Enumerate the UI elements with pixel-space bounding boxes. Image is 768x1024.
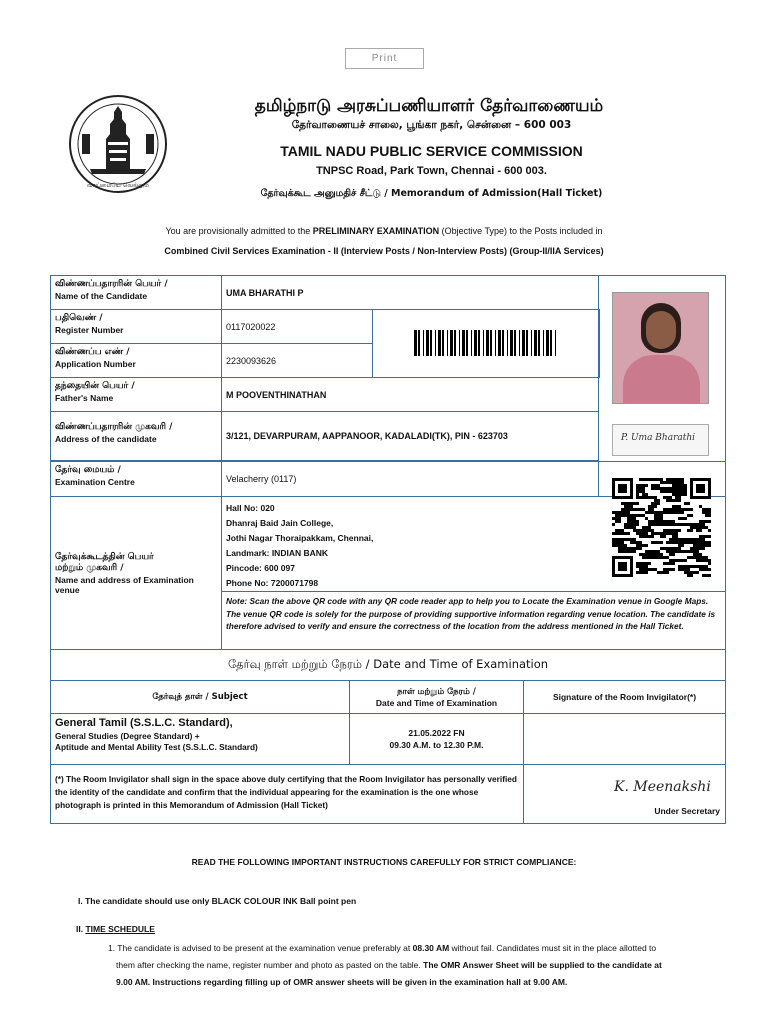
exam-date-title: தேர்வு நாள் மற்றும் நேரம் / Date and Time of Examination (50, 649, 726, 681)
secretary-signature: K. Meenakshi (614, 779, 711, 795)
value-father: M POOVENTHINATHAN (221, 377, 599, 412)
col-date: நாள் மற்றும் நேரம் / Date and Time of Examination (349, 680, 524, 714)
print-button[interactable]: Print (345, 48, 424, 69)
secretary-cell (523, 764, 726, 824)
label-register: பதிவெண் / Register Number (50, 309, 222, 344)
label-venue: தேர்வுக்கூடத்தின் பெயர் மற்றும் முகவரி / Name and address of Examination venue (50, 496, 222, 650)
intro-line-1: You are provisionally admitted to the PRELIMINARY EXAMINATION (Objective Type) to the Posts included in (165, 226, 603, 236)
header-english-title: TAMIL NADU PUBLIC SERVICE COMMISSION (280, 143, 583, 159)
label-application: விண்ணப்ப எண் / Application Number (50, 343, 222, 378)
label-father: தந்தையின் பெயர் / Father's Name (50, 377, 222, 412)
label-centre: தேர்வு மையம் / Examination Centre (50, 461, 222, 497)
header-tamil-title: தமிழ்நாடு அரசுப்பணியாளர் தேர்வாணையம் (254, 96, 604, 116)
label-address: விண்ணப்பதாரரின் முகவரி / Address of the candidate (50, 411, 222, 461)
intro-line-2: Combined Civil Services Examination - II (Interview Posts / Non-Interview Posts) (Group-II/IIA Services) (164, 246, 604, 256)
header-tamil-address: தேர்வாணையச் சாலை, பூங்கா நகர், சென்னை – 600 003 (291, 119, 572, 131)
value-name: UMA BHARATHI P (221, 275, 599, 310)
col-signature: Signature of the Room Invigilator(*) (523, 680, 726, 714)
value-address: 3/121, DEVARPURAM, AAPPANOOR, KADALADI(TK), PIN - 623703 (221, 411, 599, 461)
col-subject: தேர்வுத் தாள் / Subject (50, 680, 350, 714)
barcode (414, 330, 560, 356)
value-centre: Velacherry (0117) (221, 461, 599, 497)
venue-note: Note: Scan the above QR code with any QR code reader app to help you to Locate the Examination venue in Google Maps. The venue QR code is solely for the purpose of providing supportive information regarding venue location. The candidate is therefore advised to verify and ensure the correctness of the location from the address mentioned in the Hall Ticket. (221, 591, 726, 650)
value-register: 0117020022 (221, 309, 373, 344)
memo-title: தேர்வுக்கூட அனுமதிச் சீட்டு / Memorandum of Admission(Hall Ticket) (260, 188, 603, 199)
svg-text:வாய்மையே வெல்லும்: வாய்மையே வெல்லும் (86, 182, 150, 189)
subject-cell: General Tamil (S.S.L.C. Standard), General Studies (Degree Standard) + Aptitude and Mental Ability Test (S.S.L.C. Standard) (50, 713, 350, 765)
value-application: 2230093626 (221, 343, 373, 378)
instructions-title: READ THE FOLLOWING IMPORTANT INSTRUCTIONS CAREFULLY FOR STRICT COMPLIANCE: (191, 857, 577, 867)
value-venue: Hall No: 020 Dhanraj Baid Jain College, Jothi Nagar Thoraipakkam, Chennai, Landmark: INDIAN BANK Pincode: 600 097 Phone No: 7200071798 (221, 496, 726, 592)
candidate-photo (612, 292, 709, 404)
invigilator-footnote: (*) The Room Invigilator shall sign in the space above duly certifying that the Room Invigilator has personally verified the identity of the candidate and confirm that the individual appearing for the examination is the one whose photograph is printed in this Memorandum of Admission (Hall Ticket) (50, 764, 524, 824)
instruction-2-1: 1. The candidate is advised to be present at the examination venue preferably at 08.30 AM without fail. Candidates must sit in the place allotted to them after checking the name, register number and photo as pasted on the table. The OMR Answer Sheet will be supplied to the candidate at 9.00 AM. Instructions regarding filling up of OMR answer sheets will be given in the examination hall at 9.00 AM. (108, 943, 662, 987)
candidate-signature: P. Uma Bharathi (612, 424, 709, 456)
label-name: விண்ணப்பதாரரின் பெயர் / Name of the Candidate (50, 275, 222, 310)
instruction-2-heading: II. TIME SCHEDULE (76, 924, 155, 934)
date-cell: 21.05.2022 FN 09.30 A.M. to 12.30 P.M. (349, 713, 524, 765)
venue-qr-code[interactable] (612, 478, 711, 577)
header-english-address: TNPSC Road, Park Town, Chennai - 600 003. (316, 165, 547, 177)
invigilator-sign-cell (523, 713, 726, 765)
under-secretary-label: Under Secretary (654, 806, 720, 816)
instruction-1: I. The candidate should use only BLACK COLOUR INK Ball point pen (78, 896, 357, 906)
